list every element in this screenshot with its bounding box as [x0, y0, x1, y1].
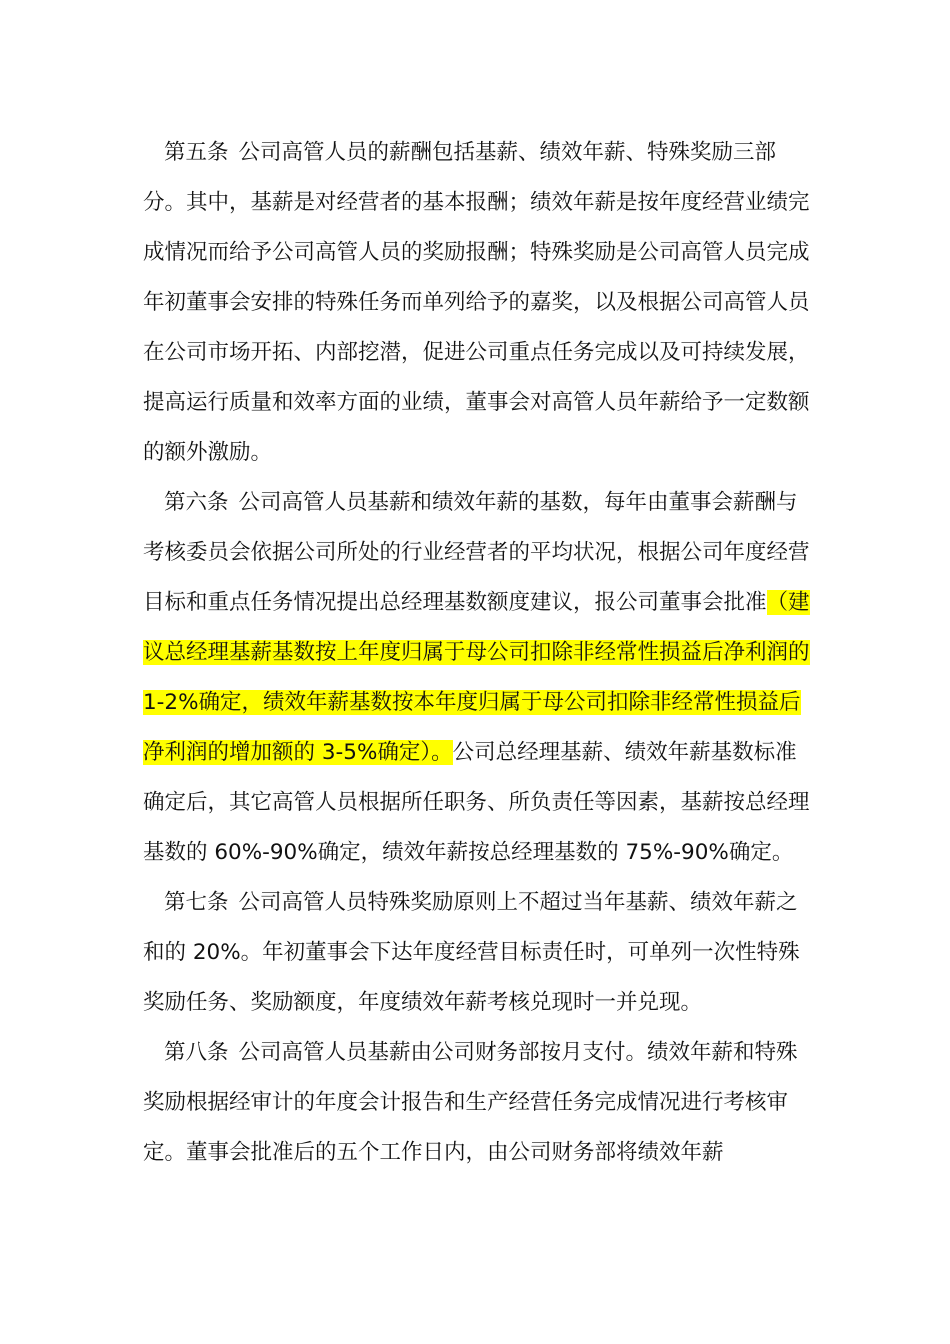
article-5-text: 公司高管人员的薪酬包括基薪、绩效年薪、特殊奖励三部分。其中，基薪是对经营者的基本报酬；绩效年薪是按年度经营业绩完成情况而给予公司高管人员的奖励报酬；特殊奖励是公司高管人员完成年初董事会安排的特殊任务而单列给予的嘉奖，以及根据公司高管人员在公司市场开拓、内部挖潜，促进公司重点任务完成以及可持续发展，提高运行质量和效率方面的业绩，董事会对高管人员年薪给予一定数额的额外激励。: [143, 140, 810, 465]
document-body: [143, 128, 813, 1178]
article-7-text: 公司高管人员特殊奖励原则上不超过当年基薪、绩效年薪之和的 20%。年初董事会下达年度经营目标责任时，可单列一次性特殊奖励任务、奖励额度，年度绩效年薪考核兑现时一并兑现。: [143, 890, 800, 1015]
article-7-label: 第七条: [164, 890, 229, 915]
article-5-label: 第五条: [164, 140, 229, 165]
article-7-paragraph: [143, 878, 813, 1028]
article-5-paragraph: [143, 128, 813, 478]
article-6-highlighted-text: （建议总经理基薪基数按上年度归属于母公司扣除非经常性损益后净利润的 1-2%确定，绩效年薪基数按本年度归属于母公司扣除非经常性损益后净利润的增加额的 3-5%确定）。: [143, 590, 810, 765]
article-8-paragraph: [143, 1028, 813, 1178]
article-8-text: 公司高管人员基薪由公司财务部按月支付。绩效年薪和特殊奖励根据经审计的年度会计报告和生产经营任务完成情况进行考核审定。董事会批准后的五个工作日内，由公司财务部将绩效年薪: [143, 1040, 798, 1165]
article-6-paragraph: [143, 478, 813, 878]
article-6-text-after: 公司总经理基薪、绩效年薪基数标准确定后，其它高管人员根据所任职务、所负责任等因素，基薪按总经理基数的 60%-90%确定，绩效年薪按总经理基数的 75%-90%确定。: [143, 740, 810, 865]
article-6-label: 第六条: [164, 490, 229, 515]
article-8-label: 第八条: [164, 1040, 229, 1065]
article-6-text-before: 公司高管人员基薪和绩效年薪的基数，每年由董事会薪酬与考核委员会依据公司所处的行业经营者的平均状况，根据公司年度经营目标和重点任务情况提出总经理基数额度建议，报公司董事会批准: [143, 490, 810, 615]
